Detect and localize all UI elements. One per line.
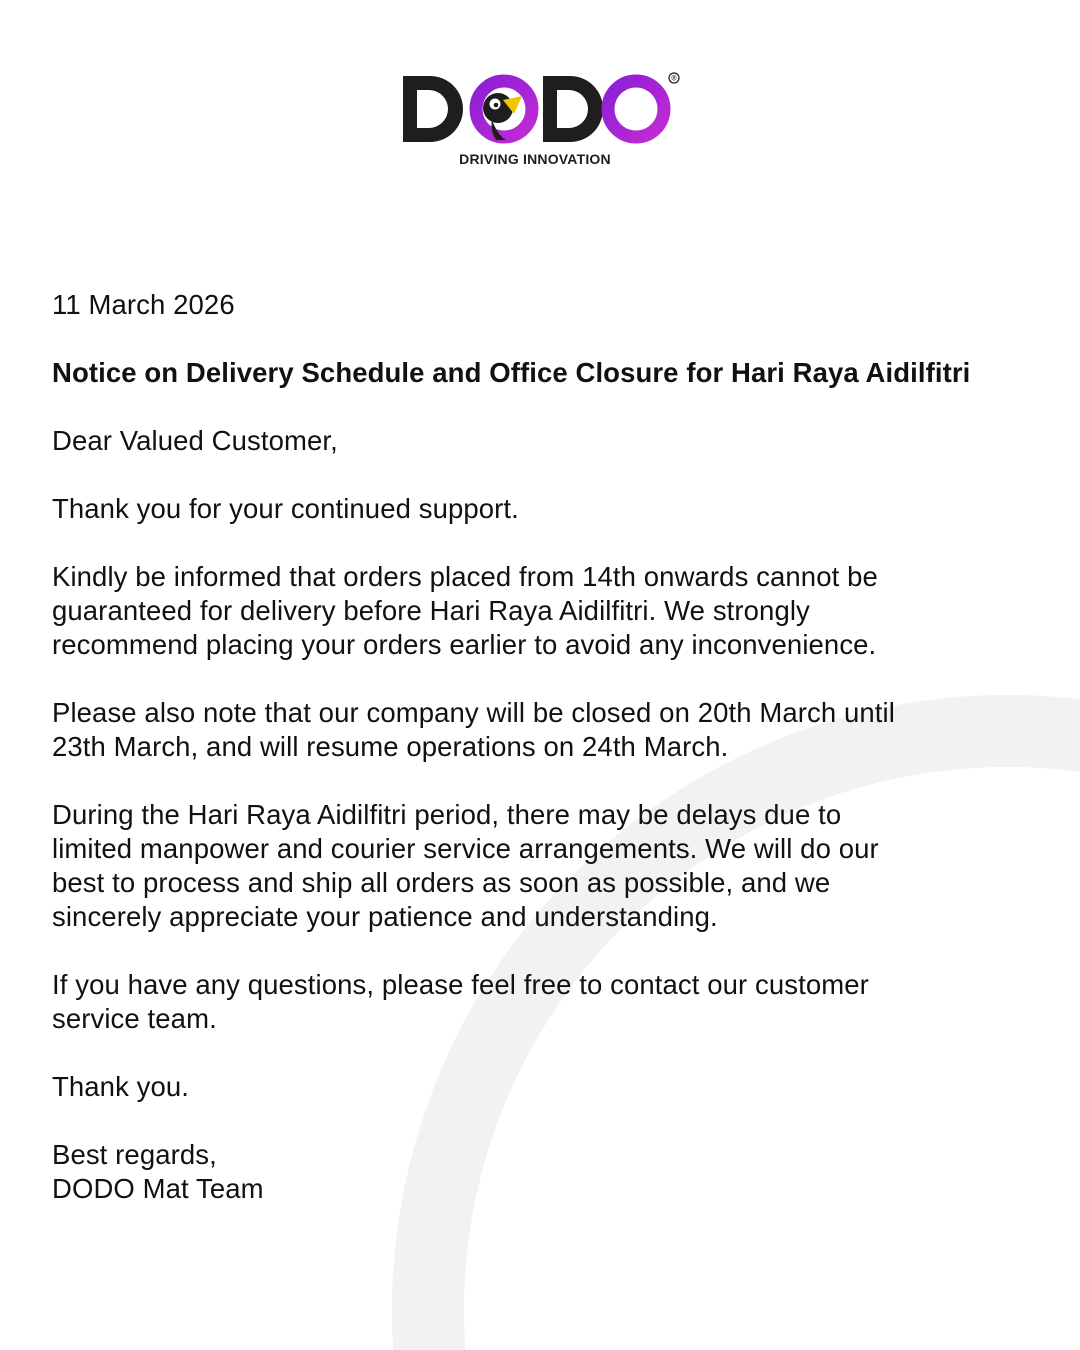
paragraph-contact-line: If you have any questions, please feel free to contact our customer [52,969,869,1000]
closing-thanks: Thank you. [52,1071,190,1102]
signature-name: DODO Mat Team [52,1173,264,1204]
registered-mark: ® [671,75,677,83]
paragraph-contact [52,968,1042,1036]
paragraph-orders-line: Kindly be informed that orders placed from 14th onwards cannot be [52,561,878,592]
dodo-logo [400,70,685,170]
paragraph-closure-line: 23th March, and will resume operations on 24th March. [52,731,729,762]
letter-subject: Notice on Delivery Schedule and Office Closure for Hari Raya Aidilfitri [52,357,971,388]
paragraph-delays [52,798,1042,934]
signature-block [52,1138,1042,1206]
paragraph-delays-line: limited manpower and courier service arrangements. We will do our [52,833,879,864]
dodo-logo-mark [400,70,685,170]
paragraph-thanks: Thank you for your continued support. [52,493,519,524]
paragraph-closure [52,696,1042,764]
paragraph-delays-line: During the Hari Raya Aidilfitri period, there may be delays due to [52,799,842,830]
letter-date: 11 March 2026 [52,289,235,320]
paragraph-delays-line: sincerely appreciate your patience and understanding. [52,901,718,932]
paragraph-orders [52,560,1042,662]
sign-off: Best regards, [52,1139,217,1170]
paragraph-closure-line: Please also note that our company will be closed on 20th March until [52,697,895,728]
letter-body [52,288,1042,1206]
paragraph-orders-line: guaranteed for delivery before Hari Raya Aidilfitri. We strongly [52,595,810,626]
paragraph-contact-line: service team. [52,1003,217,1034]
paragraph-delays-line: best to process and ship all orders as soon as possible, and we [52,867,831,898]
brand-tagline: DRIVING INNOVATION [459,151,611,167]
paragraph-orders-line: recommend placing your orders earlier to avoid any inconvenience. [52,629,877,660]
letter-salutation: Dear Valued Customer, [52,425,338,456]
